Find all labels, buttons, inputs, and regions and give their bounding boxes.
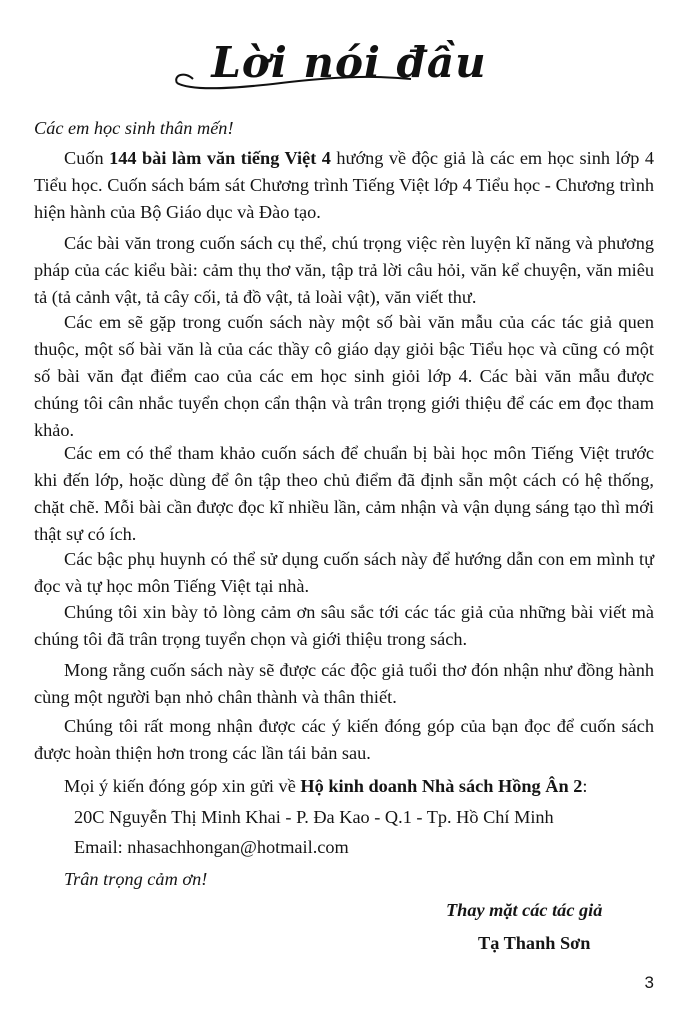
page-number: 3 xyxy=(644,973,654,992)
paragraph-2: Các bài văn trong cuốn sách cụ thể, chú trọng việc rèn luyện kĩ năng và phương pháp của các kiểu bài: cảm thụ thơ văn, tập trả lời câu hỏi, văn kể chuyện, văn miêu tả (tả cảnh vật, tả cây cối, tả đồ vật, tả loài vật), văn viết thư. xyxy=(34,233,654,307)
address: 20C Nguyễn Thị Minh Khai - P. Đa Kao - Q.1 - Tp. Hồ Chí Minh xyxy=(74,807,554,827)
contact-colon: : xyxy=(582,776,588,796)
paragraph-5: Các bậc phụ huynh có thể sử dụng cuốn sách này để hướng dẫn con em mình tự đọc và tự học môn Tiếng Việt tại nhà. xyxy=(34,549,654,596)
title-block xyxy=(0,38,698,87)
title-flourish-icon xyxy=(171,53,421,93)
contact-intro xyxy=(64,773,587,800)
closing: Trân trọng cảm ơn! xyxy=(64,869,208,889)
greeting: Các em học sinh thân mến! xyxy=(34,118,234,138)
email: Email: nhasachhongan@hotmail.com xyxy=(74,837,349,857)
contact-intro-text: Mọi ý kiến đóng góp xin gửi về xyxy=(64,776,301,796)
book-title: 144 bài làm văn tiếng Việt 4 xyxy=(109,148,331,168)
publisher-name: Hộ kinh doanh Nhà sách Hồng Ân 2 xyxy=(300,776,583,796)
paragraph-3: Các em sẽ gặp trong cuốn sách này một số bài văn mẫu của các tác giả quen thuộc, một số bài văn là của các thầy cô giáo dạy giỏi bậc Tiểu học và cũng có một số bài văn đạt điểm cao của các em học sinh giỏi lớp 4. Các bài văn mẫu được chúng tôi cân nhắc tuyển chọn cẩn thận và trân trọng giới thiệu để các em đọc tham khảo. xyxy=(34,312,654,440)
paragraph-4: Các em có thể tham khảo cuốn sách để chuẩn bị bài học môn Tiếng Việt trước khi đến lớp, hoặc dùng để ôn tập theo chủ điểm đã định sẵn một cách có hệ thống, chặt chẽ. Mỗi bài cần được đọc kĩ nhiều lần, cảm nhận và vận dụng sáng tạo thì mới thật sự có ích. xyxy=(34,443,654,544)
p1-post: hướng về độc giả là các em học sinh lớp 4 Tiểu học. Cuốn sách bám sát Chương trình Tiếng Việt lớp 4 Tiểu học - Chương trình hiện hành của Bộ Giáo dục và Đào tạo. xyxy=(34,148,654,222)
p1-pre: Cuốn xyxy=(64,148,110,168)
paragraph-6: Chúng tôi xin bày tỏ lòng cảm ơn sâu sắc tới các tác giả của những bài viết mà chúng tôi đã trân trọng tuyển chọn và giới thiệu trong sách. xyxy=(34,602,654,649)
paragraph-1 xyxy=(34,145,654,226)
signature-role: Thay mặt các tác giả xyxy=(446,900,603,920)
page-title xyxy=(201,38,496,87)
signature-name: Tạ Thanh Sơn xyxy=(478,933,591,953)
title-text: Lời nói đầu xyxy=(211,38,487,87)
paragraph-8: Chúng tôi rất mong nhận được các ý kiến đóng góp của bạn đọc để cuốn sách được hoàn thiện hơn trong các lần tái bản sau. xyxy=(34,716,654,763)
paragraph-7: Mong rằng cuốn sách này sẽ được các độc giả tuổi thơ đón nhận như đồng hành cùng một người bạn nhỏ chân thành và thân thiết. xyxy=(34,660,654,707)
